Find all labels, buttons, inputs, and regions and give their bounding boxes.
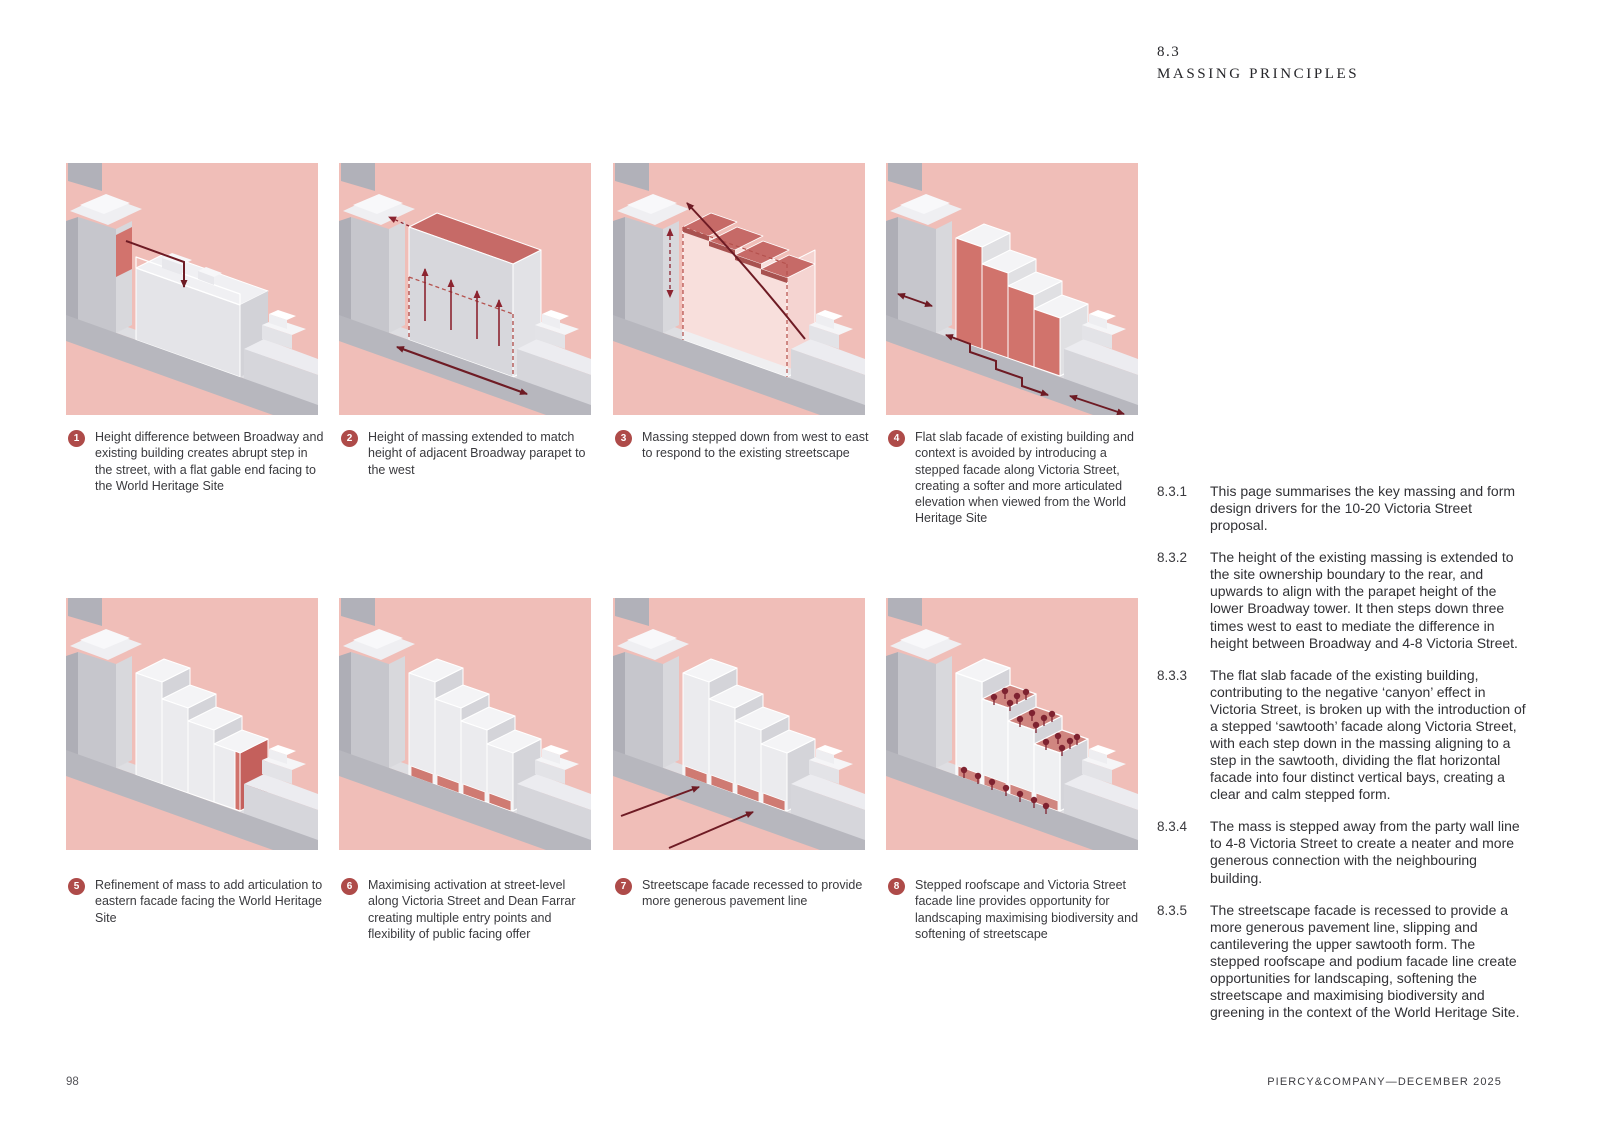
paragraph-8-3-1: [1157, 483, 1529, 534]
caption-5: [68, 877, 326, 926]
caption-2-badge: 2: [341, 430, 358, 447]
caption-4-badge: 4: [888, 430, 905, 447]
diagram-7-illustration: [613, 598, 865, 850]
massing-diagram-4: [886, 163, 1138, 415]
massing-diagram-6: [339, 598, 591, 850]
caption-6-badge: 6: [341, 878, 358, 895]
caption-8-badge: 8: [888, 878, 905, 895]
caption-6: [341, 877, 599, 942]
diagram-5-illustration: [66, 598, 318, 850]
massing-diagram-5: [66, 598, 318, 850]
caption-1: [68, 429, 326, 494]
paragraph-text: The mass is stepped away from the party wall line to 4-8 Victoria Street to create a neater and more generous connection with the neighbouring building.: [1210, 818, 1520, 886]
caption-4-text: Flat slab facade of existing building and context is avoided by introducing a stepped facade along Victoria Street, creating a softer and more articulated elevation when viewed from the World Heritage Site: [915, 430, 1134, 526]
massing-diagram-3: [613, 163, 865, 415]
paragraph-text: This page summarises the key massing and form design drivers for the 10-20 Victoria Street proposal.: [1210, 483, 1516, 534]
caption-7-text: Streetscape facade recessed to provide more generous pavement line: [642, 878, 863, 909]
massing-diagram-1: [66, 163, 318, 415]
caption-2-text: Height of massing extended to match height of adjacent Broadway parapet to the west: [368, 430, 586, 477]
caption-7: [615, 877, 873, 910]
diagram-8-illustration: [886, 598, 1138, 850]
paragraph-8-3-3: [1157, 667, 1529, 804]
paragraph-text: The height of the existing massing is extended to the site ownership boundary to the rear, and upwards to align with the parapet height of the lower Broadway tower. It then steps down three times west to east to mediate the difference in height between Broadway and 4-8 Victoria Street.: [1210, 549, 1518, 651]
caption-7-badge: 7: [615, 878, 632, 895]
caption-5-badge: 5: [68, 878, 85, 895]
footer-credit: PIERCY&COMPANY—DECEMBER 2025: [1267, 1076, 1502, 1088]
diagram-6-illustration: [339, 598, 591, 850]
eastern-edge-highlight: [235, 751, 240, 811]
section-title: MASSING PRINCIPLES: [1157, 66, 1360, 82]
page-number: 98: [66, 1076, 79, 1088]
caption-3: [615, 429, 873, 462]
massing-diagram-2: [339, 163, 591, 415]
caption-8: [888, 877, 1146, 942]
caption-4: [888, 429, 1146, 527]
paragraph-8-3-4: [1157, 818, 1529, 886]
diagram-3-illustration: [613, 163, 865, 415]
caption-2: [341, 429, 599, 478]
paragraph-text: The streetscape facade is recessed to provide a more generous pavement line, slipping and cantilevering the upper sawtooth form. The stepped roofscape and podium facade line create opportunities for landscaping, softening the streetscape and maximising biodiversity and greening in the context of the World Heritage Site.: [1210, 901, 1520, 1021]
gable-highlight: [116, 227, 132, 277]
paragraph-ref: 8.3.4: [1157, 819, 1188, 835]
diagram-1-illustration: [66, 163, 318, 415]
paragraph-ref: 8.3.1: [1157, 484, 1188, 499]
massing-diagram-8: [886, 598, 1138, 850]
section-number: 8.3: [1157, 44, 1181, 60]
paragraph-ref: 8.3.3: [1157, 667, 1188, 683]
caption-8-text: Stepped roofscape and Victoria Street facade line provides opportunity for landscaping maximising biodiversity and softening of streetscape: [915, 878, 1139, 941]
caption-5-text: Refinement of mass to add articulation to eastern facade facing the World Heritage Site: [95, 878, 323, 925]
diagram-4-illustration: [886, 163, 1138, 415]
reference-column: [1157, 483, 1529, 1036]
caption-3-badge: 3: [615, 430, 632, 447]
paragraph-text: The flat slab facade of the existing building, contributing to the negative ‘canyon’ effect in Victoria Street, is broken up with the introduction of a stepped ‘sawtooth’ facade along Victoria Street, with each step down in the massing aligning to a step in the sawtooth, dividing the flat horizontal facade into four distinct vertical bays, creating a clear and calm stepped form.: [1210, 666, 1526, 803]
caption-1-badge: 1: [68, 430, 85, 447]
caption-3-text: Massing stepped down from west to east to respond to the existing streetscape: [642, 430, 869, 461]
paragraph-8-3-2: [1157, 549, 1529, 651]
paragraph-8-3-5: [1157, 902, 1529, 1022]
caption-1-text: Height difference between Broadway and existing building creates abrupt step in the street, with a flat gable end facing to the World Heritage Site: [95, 430, 324, 493]
caption-6-text: Maximising activation at street-level along Victoria Street and Dean Farrar creating multiple entry points and flexibility of public facing offer: [368, 878, 576, 941]
paragraph-ref: 8.3.5: [1157, 902, 1188, 918]
section-header: [1157, 44, 1359, 83]
paragraph-ref: 8.3.2: [1157, 550, 1188, 566]
diagram-2-illustration: [339, 163, 591, 415]
massing-diagram-7: [613, 598, 865, 850]
